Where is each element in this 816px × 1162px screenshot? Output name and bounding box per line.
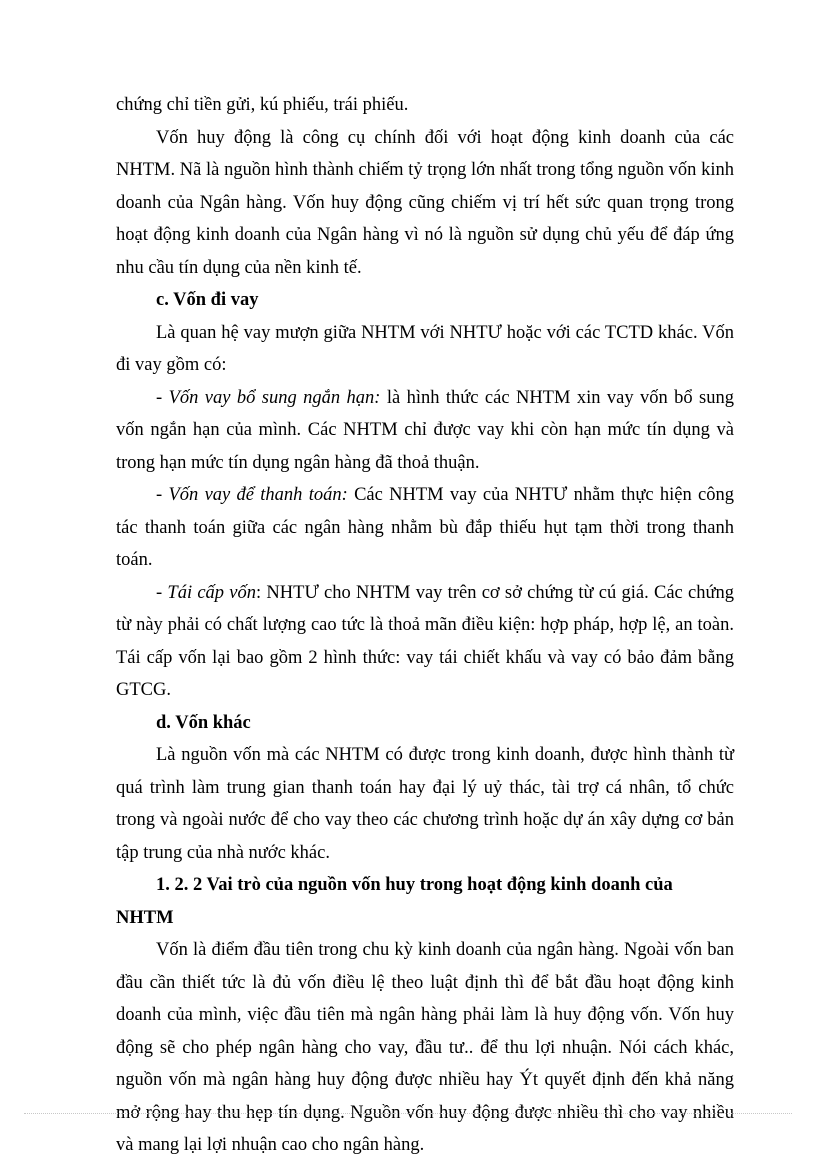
heading-borrowed-capital: c. Vốn đi vay [156,290,259,310]
list-item-payment-loan [116,479,734,577]
text-refinancing: : NHTƯ cho NHTM vay trên cơ sở chứng từ cú giá. Các chứng từ này phải có chất lượng cao tức là thoả mãn điều kiện: hợp pháp, hợp lệ, an toàn. Tái cấp vốn lại bao gồm 2 hình thức: vay tái chiết khấu và vay có bảo đảm bằng GTCG. [116,582,734,700]
paragraph-other-capital: Là nguồn vốn mà các NHTM có được trong kinh doanh, được hình thành từ quá trình làm trung gian thanh toán hay đại lý uỷ thác, tài trợ cá nhân, tổ chức trong và ngoài nước để cho vay theo các chương trình hoặc dự án xây dựng cơ bản tập trung của nhà nước khác. [116,745,734,863]
page-bottom-divider [24,1113,792,1114]
heading-other-capital: d. Vốn khác [156,712,251,733]
bullet: - [156,582,168,603]
paragraph-mobilized-capital: Vốn huy động là công cụ chính đối với hoạt động kinh doanh của các NHTM. Nã là nguồn hình thành chiếm tỷ trọng lớn nhất trong tổng nguồn vốn kinh doanh của Ngân hàng. Vốn huy động cũng chiếm vị trí hết sức quan trọng trong hoạt động kinh doanh của Ngân hàng vì nó là nguồn sử dụng chủ yếu để đáp ứng nhu cầu tín dụng của nền kinh tế. [116,127,734,278]
bullet: - [156,387,169,408]
bullet: - [156,485,169,505]
term-payment-loan: Vốn vay để thanh toán: [168,485,348,505]
term-refinancing: Tái cấp vốn [167,582,257,603]
list-item-refinancing [116,577,734,707]
list-item-short-term-loan [116,382,734,480]
paragraph-borrowed-capital: Là quan hệ vay mượn giữa NHTM với NHTƯ hoặc với các TCTD khác. Vốn đi vay gồm có: [116,322,734,375]
section-title-role: 1. 2. 2 Vai trò của nguồn vốn huy trong hoạt động kinh doanh của NHTM [116,875,673,928]
document-body [116,89,734,1162]
text-payment-loan: Các NHTM vay của NHTƯ nhằm thực hiện công tác thanh toán giữa các ngân hàng nhằm bù đắp thiếu hụt tạm thời trong thanh toán. [116,485,735,570]
term-short-term-loan: Vốn vay bổ sung ngắn hạn: [168,387,381,408]
paragraph-role: Vốn là điểm đầu tiên trong chu kỳ kinh doanh của ngân hàng. Ngoài vốn ban đầu cần thiết tức là đủ vốn điều lệ theo luật định thì để bắt đầu hoạt động kinh doanh của mình, việc đầu tiên mà ngân hàng phải làm là huy động vốn. Vốn huy động sẽ cho phép ngân hàng cho vay, đầu tư.. để thu lợi nhuận. Nói cách khác, nguồn vốn mà ngân hàng huy động được nhiều hay Ýt quyết định đến khả năng mở rộng hay thu hẹp tín dụng. Nguồn vốn huy động được nhiều thì cho vay nhiều và mang lại lợi nhuận cao cho ngân hàng. [116,940,734,1155]
text-short-term-loan: là hình thức các NHTM xin vay vốn bổ sung vốn ngắn hạn của mình. Các NHTM chỉ được vay khi còn hạn mức tín dụng và trong hạn mức tín dụng ngân hàng đã thoả thuận. [116,387,734,473]
paragraph-intro: chứng chỉ tiền gửi, kú phiếu, trái phiếu. [116,95,409,115]
